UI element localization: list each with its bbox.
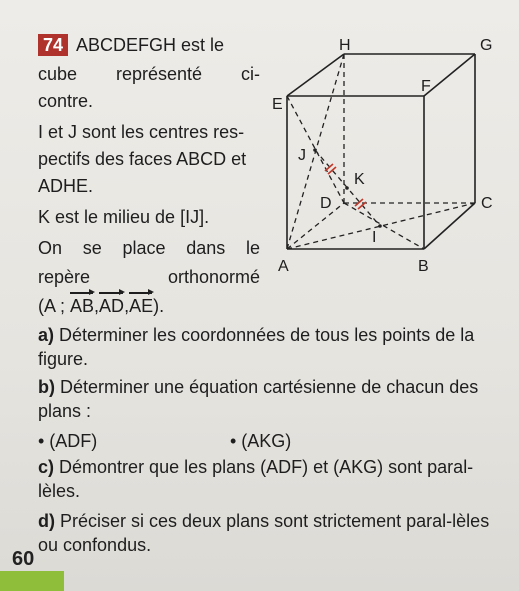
label-b: B <box>418 258 429 275</box>
point-i <box>378 224 382 228</box>
word: On <box>38 238 63 258</box>
word: ci- <box>240 64 260 84</box>
word: le <box>245 238 260 258</box>
word: cube <box>38 64 78 84</box>
word: repère <box>38 267 91 287</box>
question-c-label: c) <box>38 457 55 477</box>
label-g: G <box>480 37 493 54</box>
question-c-text: Démontrer que les plans (ADF) et (AKG) sont paral-lèles. <box>38 457 474 501</box>
exercise-header <box>38 34 224 56</box>
frame-definition <box>38 295 164 317</box>
intro-line-3: contre. <box>38 91 94 111</box>
edge-bc <box>424 203 475 249</box>
question-d-text: Préciser si ces deux plans sont strictement paral-lèles ou confondus. <box>38 511 490 555</box>
page-number: 60 <box>12 548 35 570</box>
vector-ab: AB <box>70 296 95 316</box>
label-c: C <box>481 195 493 212</box>
intro-line-1: ABCDEFGH est le <box>76 35 225 55</box>
edge-fg <box>424 54 475 96</box>
word: place <box>122 238 166 258</box>
ij-line-1: I et J sont les centres res- <box>38 122 245 142</box>
point-k <box>345 186 349 190</box>
page-accent-strip <box>0 571 64 591</box>
question-b <box>38 375 498 423</box>
separator: , <box>94 296 100 316</box>
ij-line-3: ADHE. <box>38 176 94 196</box>
edge-eh <box>287 54 344 96</box>
question-b-text: Déterminer une équation cartésienne de chacun des plans : <box>38 377 479 421</box>
exercise-number-badge: 74 <box>38 34 68 56</box>
question-a <box>38 323 498 371</box>
frame-suffix: ). <box>153 296 165 316</box>
ij-line-2: pectifs des faces ABCD et <box>38 149 247 169</box>
k-definition: K est le milieu de [IJ]. <box>38 207 210 227</box>
word: se <box>82 238 102 258</box>
frame-line-2 <box>38 266 260 288</box>
question-b-label: b) <box>38 377 55 397</box>
question-d-label: d) <box>38 511 55 531</box>
plane-akg-item: • (AKG) <box>230 431 292 451</box>
word: dans <box>186 238 226 258</box>
frame-prefix: (A ; <box>38 296 71 316</box>
vector-ad: AD <box>99 296 125 316</box>
frame-line-1 <box>38 237 260 259</box>
word: orthonormé <box>167 267 260 287</box>
ij-line-1-wrap <box>38 121 244 144</box>
label-h: H <box>339 37 351 54</box>
word: représenté <box>115 64 203 84</box>
question-c <box>38 455 498 503</box>
question-d <box>38 509 498 557</box>
plane-adf-item: • (ADF) <box>38 431 98 451</box>
label-j: J <box>298 147 306 164</box>
label-a: A <box>278 258 289 275</box>
label-d: D <box>320 195 332 212</box>
intro-line-2 <box>38 63 260 85</box>
cube-figure <box>262 30 519 280</box>
point-j <box>313 148 317 152</box>
label-k: K <box>354 171 365 188</box>
label-f: F <box>421 78 431 95</box>
separator: , <box>124 296 130 316</box>
question-a-text: Déterminer les coordonnées de tous les points de la figure. <box>38 325 475 369</box>
label-i: I <box>372 229 377 246</box>
diag-db-hidden <box>344 203 424 249</box>
label-e: E <box>272 96 283 113</box>
vector-ae: AE <box>129 296 154 316</box>
question-a-label: a) <box>38 325 55 345</box>
